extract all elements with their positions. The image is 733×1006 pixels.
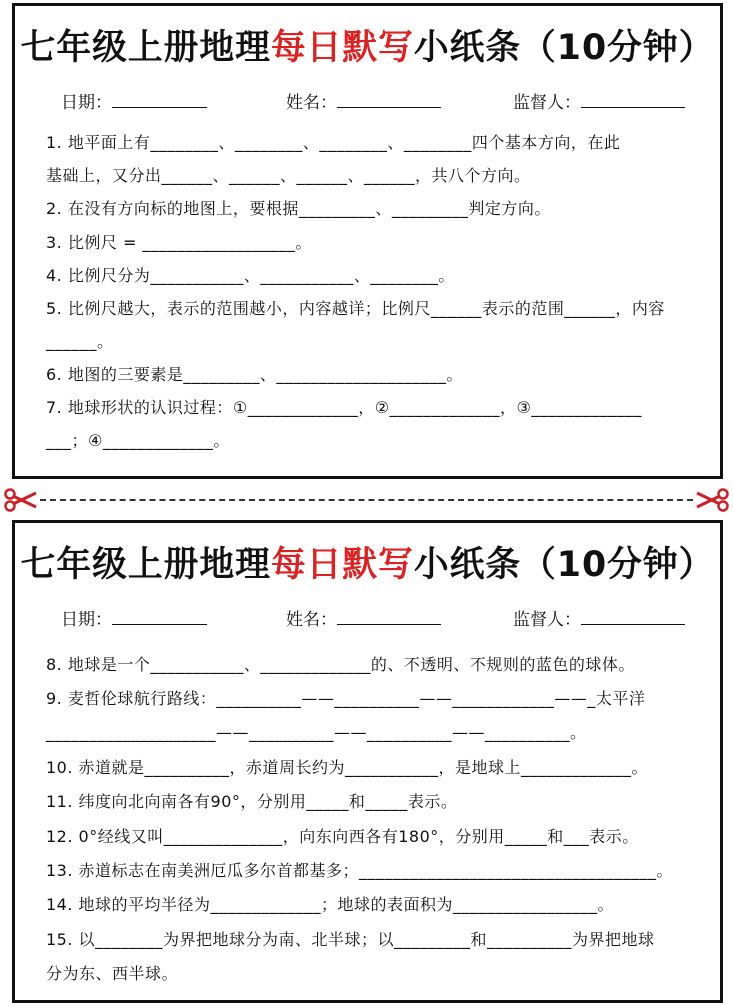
question-line: 5. 比例尺越大，表示的范围越小，内容越详；比例尺______表示的范围______，内容: [46, 299, 665, 318]
question-line: 7. 地球形状的认识过程：①_____________，②_____________，③_____________: [46, 398, 642, 417]
question-line: 9. 麦哲伦球航行路线：__________——__________——____________——_太平洋: [46, 689, 646, 708]
question-line: 3. 比例尺 = __________________。: [46, 233, 312, 252]
scissors-icon: [4, 488, 38, 512]
date-field[interactable]: [61, 605, 207, 630]
question-line: 15. 以________为界把地球分为南、北半球；以_________和__________为界把地球: [46, 930, 655, 949]
scissors-icon: [695, 488, 729, 512]
supervisor-label: 监督人：: [513, 93, 581, 113]
supervisor-field[interactable]: [513, 88, 685, 113]
question-line: 12. 0°经线又叫______________，向东向西各有180°，分别用_____和___表示。: [46, 827, 639, 846]
supervisor-blank[interactable]: [581, 91, 685, 108]
question-line: 11. 纬度向北向南各有90°，分别用_____和_____表示。: [46, 792, 458, 811]
date-label: 日期：: [61, 93, 112, 113]
question-line: 分为东、西半球。: [46, 964, 179, 983]
cut-line: [0, 488, 733, 512]
question-line: 基础上，又分出______、______、______、______，共八个方向。: [46, 166, 531, 185]
question-line: 6. 地图的三要素是_________、____________________。: [46, 365, 463, 384]
worksheet-card-1: [12, 3, 723, 479]
question-line: ____________________——__________——__________——__________。: [46, 723, 587, 742]
date-blank[interactable]: [112, 608, 207, 625]
question-line: 14. 地球的平均半径为_____________；地球的表面积为_________________。: [46, 895, 615, 914]
title-prefix: 七年级上册地理: [20, 545, 271, 585]
date-label: 日期：: [61, 610, 112, 630]
supervisor-label: 监督人：: [513, 610, 581, 630]
date-field[interactable]: [61, 88, 207, 113]
title-prefix: 七年级上册地理: [20, 28, 271, 68]
question-line: 8. 地球是一个___________、_____________的、不透明、不规则的蓝色的球体。: [46, 655, 635, 674]
worksheet-card-2: [12, 520, 723, 1003]
question-line: 4. 比例尺分为___________、___________、________。: [46, 266, 455, 285]
card-title: [18, 20, 718, 70]
title-highlight: 每日默写: [270, 28, 414, 68]
supervisor-blank[interactable]: [581, 608, 685, 625]
question-line: ___；④_____________。: [46, 431, 230, 450]
dashed-divider: [40, 499, 693, 501]
title-suffix: 小纸条（10分钟）: [413, 28, 715, 68]
date-blank[interactable]: [112, 91, 207, 108]
title-highlight: 每日默写: [270, 545, 414, 585]
name-label: 姓名：: [286, 93, 337, 113]
question-line: 13. 赤道标志在南美洲厄瓜多尔首都基多；___________________________________。: [46, 861, 674, 880]
name-field[interactable]: [286, 88, 441, 113]
question-line: 2. 在没有方向标的地图上，要根据_________、_________判定方向。: [46, 199, 551, 218]
name-blank[interactable]: [337, 91, 441, 108]
name-field[interactable]: [286, 605, 441, 630]
title-suffix: 小纸条（10分钟）: [413, 545, 715, 585]
question-line: 10. 赤道就是__________，赤道周长约为___________，是地球上_____________。: [46, 758, 649, 777]
card-title: [18, 537, 718, 587]
question-line: 1. 地平面上有________、________、________、________四个基本方向，在此: [46, 133, 621, 152]
question-line: ______。: [46, 332, 114, 351]
name-blank[interactable]: [337, 608, 441, 625]
supervisor-field[interactable]: [513, 605, 685, 630]
name-label: 姓名：: [286, 610, 337, 630]
